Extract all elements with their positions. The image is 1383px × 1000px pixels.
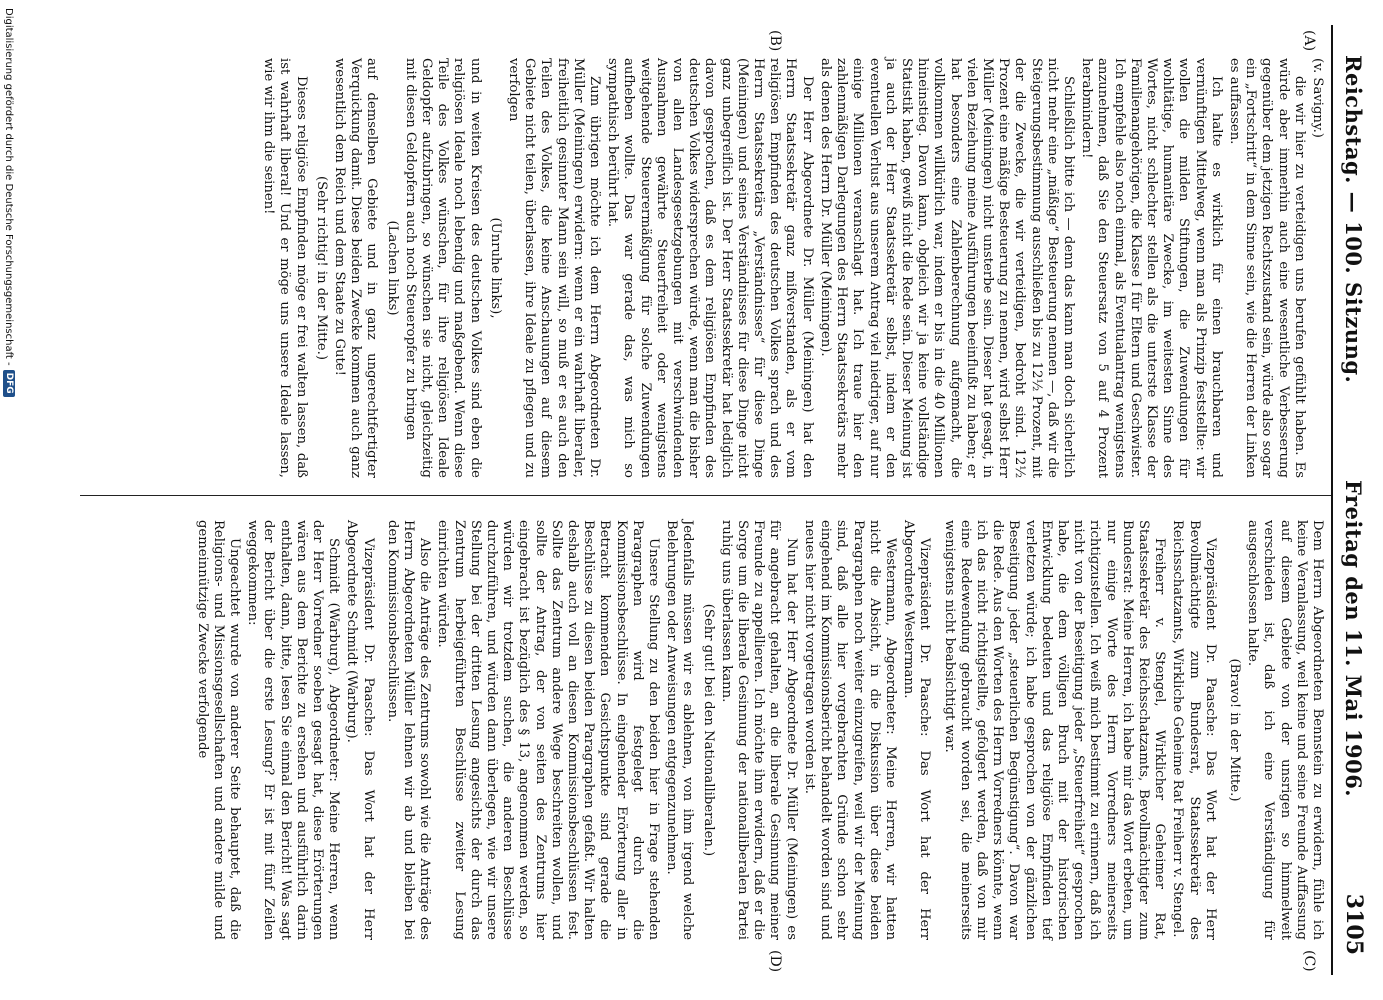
header-rule <box>1331 25 1333 975</box>
paragraph: und in weiten Kreisen des deutschen Volkes sind eben die religiösen Ideale noch lebendig und maßgebend. Wenn diese Teile des Volkes wünschen, für ihre religiösen Ideale Geldopfer aufzubringen, so wünschen sie nicht, gleichzeitig mit diesen Geldopfern auch noch Steueropfer zu bringen <box>402 58 483 478</box>
paragraph: Freiherr v. Stengel, Wirklicher Geheimer Rat, Staatssekretär des Reichsschatzamts, Bevollmächtigter zum Bundesrat: Meine Herren, ich habe mir das Wort erbeten, um nur einige Worte des Herrn Vorredners meinerseits richtigzustellen. Ich weiß mich bestimmt zu erinnern, daß ich nicht von der Beseitigung jeder „Steuerfreiheit“ gesprochen habe, die dem völligen Bruch mit der historischen Entwicklung bedeuten und das religiöse Empfinden tief verletzen würde; ich habe gesprochen von der gänzlichen Beseitigung jeder „steuerlichen Begünstigung“. Davon war die Rede. Aus den Worten des Herrn Vorredners könnte, wenn ich das nicht richtigstellte, gefolgert werden, daß von mir eine Redewendung gebraucht worden sei, die meinerseits wenigstens nicht beabsichtigt war. <box>941 520 1168 940</box>
paragraph: Dem Herrn Abgeordneten Bennstein zu erwidern, fühle ich keine Veranlassung, weil keine und seine Freunde Auffassung auf diesem Gebiete von der unsrigen so himmelweit verschieden ist, daß ich eine Verständigung für ausgeschlossen halte. <box>1245 520 1325 940</box>
header-title: Reichstag. — 100. Sitzung. <box>1341 55 1367 384</box>
paragraph: Vizepräsident Dr. Paasche: Das Wort hat der Herr Abgeordnete Schmidt (Warburg). <box>344 520 376 940</box>
paragraph: (v. Savigny.) <box>1310 58 1325 138</box>
column-divider <box>80 495 1331 496</box>
margin-marker-a: (A) <box>1301 30 1317 52</box>
paragraph: Jedenfalls müssen wir es ablehnen, von ihm irgend welche Belehrungen oder Anweisungen entgegenzunehmen. <box>664 520 696 940</box>
footer-credit: Digitalisierung gefördert durch die Deutsche Forschungsgemeinschaft - <box>3 8 15 366</box>
paragraph: Schmidt (Warburg), Abgeordneter: Meine Herren, wenn der Herr Vorredner soeben gesagt hat, diese Erörterungen wären aus dem Berichte zu ersehen und ausführlich darin enthalten, dann, bitte, lesen Sie einmal den Bericht! Was sagt der Bericht über die erste Lesung? Er ist mit fünf Zeilen weggekommen: <box>245 520 342 940</box>
paragraph: Nun hat der Herr Abgeordnete Dr. Müller (Meiningen) es für angebracht gehalten, an die liberale Gesinnung meiner Freunde zu appellieren. Ich möchte ihm erwidern, daß er die Sorge um die liberale Gesinnung der nationalliberalen Partei ruhig uns überlassen kann. <box>718 520 799 940</box>
paragraph: Ungeachtet wurde von anderer Seite behauptet, daß die Religions- und Missionsgesellschaften und andere milde und gemeinnützige Zwecke verfolgende <box>194 520 242 940</box>
page-header <box>1333 55 1375 955</box>
paragraph: (Bravo! in der Mitte.) <box>1226 658 1242 802</box>
header-date: Freitag den 11. Mai 1906. <box>1341 480 1367 798</box>
paragraph: (Lachen links) <box>384 220 400 316</box>
left-text-column <box>258 58 1325 478</box>
paragraph: (Sehr gut! bei den Nationalliberalen.) <box>700 603 716 857</box>
page-number: 3105 <box>1341 893 1367 955</box>
margin-marker-c: (C) <box>1301 950 1317 972</box>
paragraph: auf demselben Gebiete und in ganz ungerechtfertigter Verquickung damit. Diese beiden Zwecke kommen auch ganz wesentlich dem Reich und dem Staate zu Gute! <box>332 58 380 478</box>
paragraph: Ich halte es wirklich für einen brauchbaren und vernünftigen Mittelweg, wenn man als Prinzip feststellte: wir wollen die milden Stiftungen, die Zuwendungen für wohltätige, humanitäre Zwecke, im weitesten Sinne des Wortes, nicht schlechter stellen als die unterste Klasse der Familienangehörigen, die Klasse I für Eltern und Geschwister. Ich empfehle also noch einmal, als Eventualantrag wenigstens anzunehmen, daß Sie den Steuersatz von 5 auf 4 Prozent herabmindern! <box>1079 58 1224 478</box>
margin-marker-d: (D) <box>767 950 783 973</box>
paragraph: Schließlich bitte ich — denn das kann man doch sicherlich nicht mehr eine „mäßige“ Besteuerung nennen —, daß wir die Steigerungsbestimmung ausschließen bis zu 12½ Prozent, mit der die Zwecke, die wir verteidigen, bedroht sind. 12½ Prozent eine mäßige Besteuerung zu nennen, wird selbst Herr Müller (Meiningen) nicht unsterbe sein. Dieser hat gesagt, in vielen Beziehung meine Ausführungen beeinflußt zu haben; er hat besonders eine Zahlenberechnung aufgemacht, die vollkommen willkürlich war, indem er bis in die 40 Millionen hineinstieg. Davon kann, obgleich wir ja keine vollständige Statistik haben, gewiß nicht die Rede sein. Dieser Meinung ist ja auch der Herr Staatssekretär selbst, indem er den eventuellen Verlust aus unserem Antrag viel niedriger, auf nur einige Millionen veranschlagt hat. Ich traue hier den zahlenmäßigen Darlegungen des Herrn Staatssekretärs mehr als denen des Herrn Dr. Müller (Meiningen). <box>817 58 1076 478</box>
right-text-column <box>191 520 1325 940</box>
paragraph: (Unruhe links), <box>487 217 503 319</box>
paragraph: die wir hier zu verteidigen uns berufen gefühlt haben. Es würde aber immerhin auch eine wesentliche Verbesserung gegenüber dem jetzigen Rechtszustand sein, würde also sogar ein „Fortschritt“ in dem Sinne sein, wie die Herren der Linken es auffassen. <box>1226 58 1307 478</box>
paragraph: Westermann, Abgeordneter: Meine Herren, wir hatten nicht die Absicht, in die Diskussion über diese beiden Paragraphen noch weiter einzugreifen, weil wir der Meinung sind, daß alle hier vorgebrachten Gründe schon sehr eingehend im Kommissionsbericht behandelt worden sind und neues hier nicht vorgetragen worden ist. <box>801 520 898 940</box>
paragraph: Also die Anträge des Zentrums sowohl wie die Anträge des Herrn Abgeordneten Müller lehnen wir ab und bleiben bei den Kommissionsbeschlüssen. <box>384 520 433 940</box>
dfg-logo-icon: DFG <box>3 370 15 397</box>
paragraph: Der Herr Abgeordnete Dr. Müller (Meiningen) hat den Herrn Staatssekretär ganz mißverstanden, als er vom religiösen Empfinden des deutschen Volkes sprach und des Herrn Staatssekretärs „Verständnisses“ für diese Dinge (Meiningen) und seines Verständnisses für diese Dinge nicht ganz unbegreiflich ist. Der Herr Staatssekretär hat lediglich davon gesprochen, daß es dem religiösen Empfinden des deutschen Volkes widersprechen würde, wenn man die bisher von allen Landesgesetzgebungen mit verschwindenden Ausnahmen gewährte Steuerfreiheit oder wenigstens weitgehende Steuerermäßigung für solche Zuwendungen aufheben wollte. Das war gerade das, was mich so sympathisch berührt hat. <box>605 58 815 478</box>
paragraph: Vizepräsident Dr. Paasche: Das Wort hat der Herr Bevollmächtigte zum Bundesrat, Staatssekretär des Reichsschatzamts, Wirkliche Geheime Rat Freiherr v. Stengel. <box>1170 520 1218 940</box>
page-footer <box>3 8 15 397</box>
margin-marker-b: (B) <box>767 30 783 52</box>
paragraph: Vizepräsident Dr. Paasche: Das Wort hat der Herr Abgeordnete Westermann. <box>901 520 933 940</box>
paragraph: Unsere Stellung zu den beiden hier in Frage stehenden Paragraphen wird festgelegt durch die Kommissionsbeschlüsse. In eingehender Erörterung aller in Betracht kommenden Gesichtspunkte sind gerade die Beschlüsse zu diesen beiden Paragraphen gefaßt. Wir halten deshalb auch voll an diesen Kommissionsbeschlüssen fest. Sollte das Zentrum andere Wege beschreiten wollen, und sollte der Antrag, der von seiten des Zentrums hier eingebracht ist bezüglich des § 13, angenommen werden, so würden wir trotzdem suchen, die anderen Beschlüsse durchzuführen, und würden dann überlegen, wie wir unsere Stellung bei der dritten Lesung angesichts der durch das Zentrum herbeigeführten Beschlüsse zweiter Lesung einrichten würden. <box>435 520 662 940</box>
paragraph: Zum übrigen möchte ich dem Herrn Abgeordneten Dr. Müller (Meiningen) erwidern: wenn er ein wahrhaft liberaler, freiheitlich gesinnter Mann sein will, so muß er es auch den Teilen des Volkes, die keine Anschauungen auf diesem Gebiete nicht teilen, überlassen, ihre Ideale zu pflegen und zu verfolgen <box>506 58 603 478</box>
paragraph: Dieses religiöse Empfinden möge er frei walten lassen, daß ist wahrhaft liberal! Und er möge uns unsere Ideale lassen, wie wir ihm die seinen! <box>261 58 309 478</box>
paragraph: (Sehr richtig! in der Mitte.) <box>313 176 329 360</box>
